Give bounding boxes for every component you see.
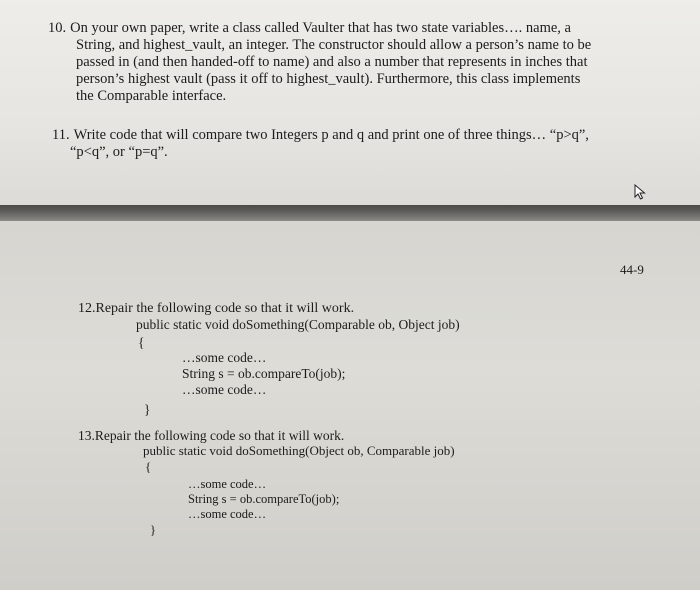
question-line: Write code that will compare two Integers p and q and print one of three things… “p>q”, [73,127,589,143]
code-line: …some code… [182,382,267,397]
question-line: On your own paper, write a class called Vaulter that has two state variables…. name, a [70,20,571,36]
question-number: 11. [52,127,70,143]
question-number: 12. [78,301,96,316]
open-brace: { [138,335,145,350]
question-line: person’s highest vault (pass it off to highest_vault). Furthermore, this class implements [76,71,581,87]
page-number: 44-9 [620,262,644,277]
method-signature: public static void doSomething(Comparable ob, Object job) [136,317,460,332]
question-number: 10. [48,20,67,36]
question-line: passed in (and then handed-off to name) and also a number that represents in inches that [76,54,588,70]
question-number: 13. [78,428,95,443]
question-prompt: Repair the following code so that it will work. [94,428,345,443]
question-line: the Comparable interface. [76,88,227,104]
mouse-cursor-icon [632,183,650,201]
code-line: String s = ob.compareTo(job); [188,492,340,506]
code-line: …some code… [188,507,267,521]
question-line: “p<q”, or “p=q”. [70,144,168,160]
code-line: …some code… [188,477,267,491]
code-line: String s = ob.compareTo(job); [182,366,346,381]
open-brace: { [145,459,152,474]
code-line: …some code… [182,350,267,365]
question-prompt: Repair the following code so that it will work. [95,301,355,316]
page-divider [0,205,700,221]
close-brace: } [150,523,156,537]
close-brace: } [144,402,151,417]
question-line: String, and highest_vault, an integer. The constructor should allow a person’s name to be [76,37,592,53]
lower-page [0,221,700,590]
method-signature: public static void doSomething(Object ob, Comparable job) [143,443,455,458]
